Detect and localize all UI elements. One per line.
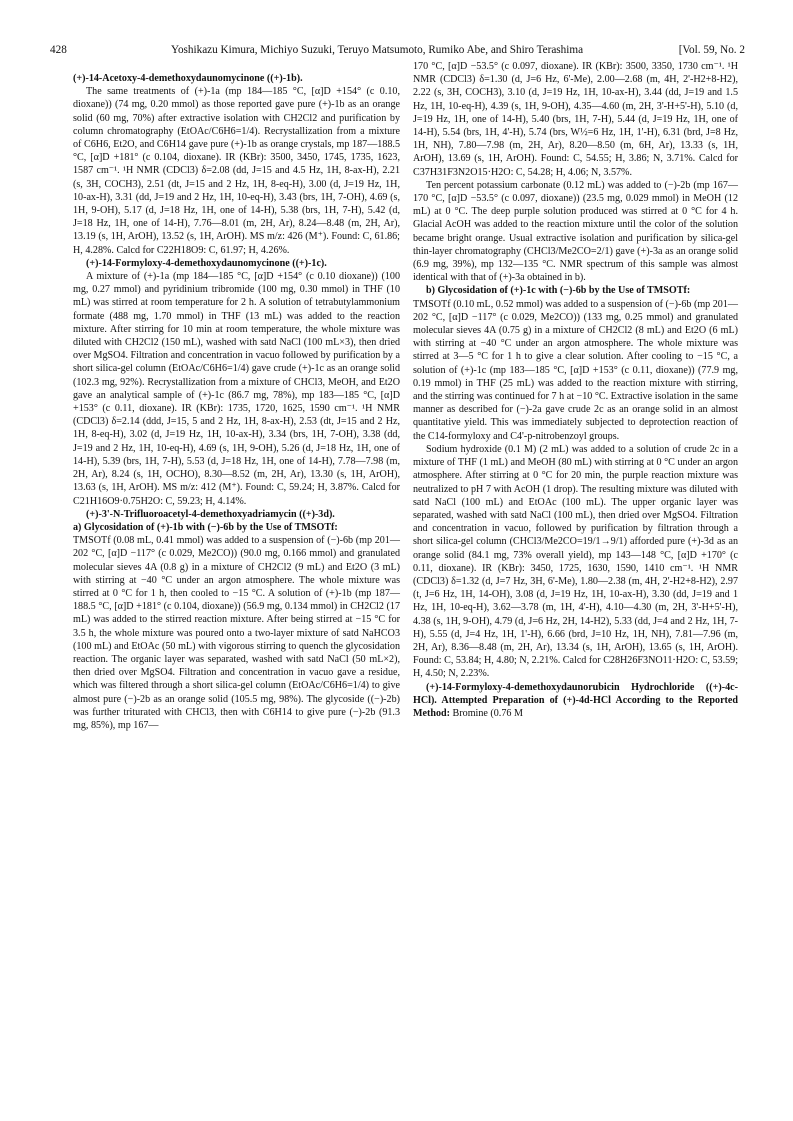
paragraph-glycosidation-a: TMSOTf (0.08 mL, 0.41 mmol) was added to a suspension of (−)-6b (mp 201—202 °C, [α]D −117° (c 0.029, Me2CO)) (90.0 mg, 0.166 mmol) and granulated molecular sieves 4A (0.8 g) in a mixture of CH2Cl2 (9 mL) and Et2O (3 mL) with stirring at −40 °C under an argon atmosphere. The whole mixture was stirred at 0 °C for 1 h, then cooled to −15 °C. A solution of (+)-1b (mp 187—188.5 °C, [α]D +181° (c 0.104, dioxane)) (56.9 mg, 0.134 mmol) in CH2Cl2 (17 mL) was added to the stirred reaction mixture. After being stirred at −15 °C for 3.5 h, the whole mixture was poured onto a two-layer mixture of satd NaHCO3 (100 mL) and EtOAc (50 mL) with vigorous stirring to quench the glycosidation reaction. The organic layer was separated, washed with satd NaCl (50 mL×2), then dried over MgSO4. Filtration and concentration in vacuo gave a residue, which was filtered through a short silica-gel column (EtOAc/C6H6=1/4) to give almost pure (−)-2b as an orange solid (105.5 mg, 98%). The glycoside ((−)-2b) was further triturated with CHCl3, then with C6H14 to give pure (−)-2b (91.3 mg, 85%), mp 167— [73,535,400,731]
subsection-heading-a: a) Glycosidation of (+)-1b with (−)-6b by the Use of TMSOTf: [73,521,338,533]
running-header-journal: [Vol. 59, No. 2 [678,44,745,56]
right-column [413,60,738,720]
paragraph-deprotection-2b: Ten percent potassium carbonate (0.12 mL) was added to (−)-2b (mp 167—170 °C, [α]D −53.5° (c 0.097, dioxane)) (23.5 mg, 0.029 mmol) in MeOH (12 mL) at 0 °C. The deep purple solution produced was stirred at 0 °C for 4 h. Glacial AcOH was added to the reaction mixture until the color of the solution became bright orange. Usual extractive isolation and purification by silica-gel thin-layer chromatography (CHCl3/Me2CO=2/1) gave (+)-3a as an orange solid (6.9 mg, 39%), mp 132—135 °C. NMR spectrum of this sample was almost identical with that of (+)-3a obtained in b). [413,179,738,284]
running-header [50,41,745,59]
compound-heading-4c: (+)-14-Formyloxy-4-demethoxydaunorubicin Hydrochloride ((+)-4c-HCl). Attempted Preparation of (+)-4d-HCl According to the Reported Method: Bromine (0.76 M [413,681,738,719]
paragraph-4c-start: Bromine (0.76 M [452,707,523,719]
compound-heading-3d: (+)-3'-N-Trifluoroacetyl-4-demethoxyadriamycin ((+)-3d). [86,508,335,520]
page-number: 428 [50,44,67,56]
paragraph-glycosidation-b: TMSOTf (0.10 mL, 0.52 mmol) was added to a suspension of (−)-6b (mp 201—202 °C, [α]D −117° (c 0.029, Me2CO)) (133 mg, 0.25 mmol) and granulated molecular sieves 4A (0.75 g) in a mixture of CH2Cl2 (8 mL) and Et2O (6 mL) with stirring at −40 °C under an argon atmosphere. The whole mixture was stirred at 3—5 °C for 1 h to give a clear solution. After cooling to −15 °C, a solution of (+)-1c (mp 183—185 °C, [α]D +153° (c 0.11, dioxane)) (77.9 mg, 0.19 mmol) in THF (25 mL) was added to the reaction mixture with stirring, and the stirring was continued for 7 h at −10 °C. Extractive isolation in the same manner as described for (−)-2a gave crude 2c as an orange solid in an almost quantitative yield. This was immediately subjected to deprotection reaction of the C14-formyloxy and C4'-p-nitrobenzoyl groups. [413,298,738,442]
paragraph-1b: The same treatments of (+)-1a (mp 184—185 °C, [α]D +154° (c 0.10, dioxane)) (74 mg, 0.20 mmol) as those reported gave pure (+)-1b as an orange solid (60 mg, 70%) after extractive isolation with CH2Cl2 and purification by column chromatography (EtOAc/C6H6=1/4). Recrystallization from a mixture of C6H6, Et2O, and C6H14 gave pure (+)-1b as orange crystals, mp 187—188.5 °C, [α]D +181° (c 0.104, dioxane). IR (KBr): 3500, 3450, 1745, 1735, 1623, 1587 cm⁻¹. ¹H NMR (CDCl3) δ=2.08 (dd, J=15 and 4.5 Hz, 1H, 8-ax-H), 2.21 (s, 3H, COCH3), 2.51 (dt, J=15 and 2 Hz, 1H, 8-eq-H), 3.00 (d, J=19 Hz, 1H, 10-ax-H), 3.31 (dd, J=19 and 2 Hz, 1H, 10-eq-H), 3.43 (brs, 1H, 7-OH), 4.69 (s, 1H, 9-OH), 5.17 (d, J=18 Hz, 1H, one of 14-H), 5.38 (brs, 1H, 7-H), 5.42 (d, J=18 Hz, 1H, one of 14-H), 7.76—8.01 (m, 2H, Ar), 8.24—8.48 (m, 2H, Ar), 13.19 (s, 1H, ArOH), 13.52 (s, 1H, ArOH). MS m/z: 426 (M⁺). Found: C, 61.86; H, 4.28%. Calcd for C22H18O9: C, 61.97; H, 4.26%. [73,86,400,256]
paragraph-3d-isolation: Sodium hydroxide (0.1 M) (2 mL) was added to a solution of crude 2c in a mixture of THF (1 mL) and MeOH (80 mL) with stirring at 0 °C under an argon atmosphere. After stirring at 0 °C for 20 min, the purple reaction mixture was neutralized to pH 7 with AcOH (1 drop). The resulting mixture was diluted with satd NaCl (100 mL) and EtOAc (100 mL). The upper organic layer was separated, washed with satd NaCl (100 mL), then dried over MgSO4. Filtration and concentration in vacuo, followed by purification by filtration through a short silica-gel column (CHCl3/Me2CO=19/1→9/1) afforded pure (+)-3d as an orange solid (84.1 mg, 73% overall yield), mp 143—148 °C, [α]D +170° (c 0.11, dioxane). IR (KBr): 3450, 1725, 1630, 1590, 1410 cm⁻¹. ¹H NMR (CDCl3) δ=1.32 (d, J=7 Hz, 3H, 6'-Me), 1.80—2.38 (m, 4H, 2'-H2+8-H2), 2.97 (t, J=6 Hz, 1H, 14-OH), 3.08 (d, J=19 Hz, 1H, 10-ax-H), 3.30 (dd, J=19 and 1 Hz, 1H, 10-eq-H), 3.62—3.78 (m, 1H, 4'-H), 4.10—4.30 (m, 2H, 3'-H+5'-H), 4.38 (s, 1H, 9-OH), 4.79 (d, J=6 Hz, 2H, 14-H2), 5.33 (dd, J=4 and 2 Hz, 1H, 7-H), 5.55 (d, J=4 Hz, 1H, 1'-H), 6.66 (brd, J=10 Hz, 1H, NH), 7.81—7.96 (m, 2H, Ar), 8.36—8.48 (m, 2H, Ar), 13.34 (s, 1H, ArOH), 13.65 (s, 1H, ArOH). Found: C, 53.84; H, 4.80; N, 2.21%. Calcd for C28H26F3NO11·H2O: C, 53.59; H, 4.50; N, 2.23%. [413,443,738,680]
compound-heading-1b: (+)-14-Acetoxy-4-demethoxydaunomycinone ((+)-1b). [73,73,303,84]
compound-heading-1c: (+)-14-Formyloxy-4-demethoxydaunomycinone ((+)-1c). [86,257,327,269]
running-header-authors: Yoshikazu Kimura, Michiyo Suzuki, Teruyo Matsumoto, Rumiko Abe, and Shiro Terashima [171,44,584,56]
paragraph-2b-data: 170 °C, [α]D −53.5° (c 0.097, dioxane). IR (KBr): 3500, 3350, 1730 cm⁻¹. ¹H NMR (CDCl3) δ=1.30 (d, J=6 Hz, 6'-Me), 2.00—2.68 (m, 4H, 2'-H2+8-H2), 2.22 (s, 3H, COCH3), 3.10 (d, J=19 Hz, 1H, 10-ax-H), 3.44 (dd, J=19 and 1.5 Hz, 1H, 10-eq-H), 4.39 (s, 1H, 9-OH), 4.35—4.60 (m, 2H, 3'-H+5'-H), 5.10 (d, J=19 Hz, 1H, one of 14-H), 5.40 (brs, 1H, 7-H), 5.44 (d, J=19 Hz, 1H, one of 14-H), 5.54 (brs, 1H, 4'-H), 5.74 (brs, W½=6 Hz, 1H, 1'-H), 6.31 (brd, J=8 Hz, 1H, NH), 7.80—7.98 (m, 2H, Ar), 8.20—8.50 (m, 6H, Ar), 13.33 (s, 1H, ArOH), 13.69 (s, 1H, ArOH). Found: C, 54.55; H, 3.86; N, 3.71%. Calcd for C37H31F3N2O15·H2O: C, 54.28; H, 4.06; N, 3.57%. [413,61,738,178]
subsection-heading-b: b) Glycosidation of (+)-1c with (−)-6b by the Use of TMSOTf: [426,285,691,297]
left-column [73,72,400,732]
paragraph-1c: A mixture of (+)-1a (mp 184—185 °C, [α]D +154° (c 0.10 dioxane)) (100 mg, 0.27 mmol) and pyridinium tribromide (100 mg, 0.30 mmol) in THF (10 mL) was stirred at room temperature for 2 h. A solution of tetrabutylammonium formate (488 mg, 1.70 mmol) in THF (13 mL) was added to the reaction mixture. After stirring for 10 min at room temperature, the whole mixture was diluted with CH2Cl2 (150 mL), washed with satd NaCl (100 mL×3), then dried over MgSO4. Filtration and concentration in vacuo followed by purification by a short silica-gel column (EtOAc/C6H6=1/4) gave crude (+)-1c as an orange solid (102.3 mg, 92%). Recrystallization from a mixture of CHCl3, MeOH, and Et2O gave an analytical sample of (+)-1c (86.7 mg, 78%), mp 183—185 °C, [α]D +153° (c 0.11, dioxane). IR (KBr): 1735, 1720, 1625, 1590 cm⁻¹. ¹H NMR (CDCl3) δ=2.14 (ddd, J=15, 5 and 2 Hz, 1H, 8-ax-H), 2.53 (dt, J=15 and 2 Hz, 1H, 8-eq-H), 3.02 (d, J=19 Hz, 1H, 10-ax-H), 3.34 (brs, 1H, 7-OH), 3.38 (dd, J=19 and 2 Hz, 1H, 10-eq-H), 4.69 (s, 1H, 9-OH), 5.26 (d, J=18 Hz, 1H, one of 14-H), 5.39 (brs, 1H, 7-H), 5.53 (d, J=18 Hz, 1H, one of 14-H), 7.78—7.98 (m, 2H, Ar), 8.24 (s, 1H, OCHO), 8.30—8.52 (m, 2H, Ar), 13.30 (s, 1H, ArOH), 13.63 (s, 1H, ArOH). MS m/z: 412 (M⁺). Found: C, 59.24; H, 3.87%. Calcd for C21H16O9·0.75H2O: C, 59.23; H, 4.14%. [73,271,400,507]
